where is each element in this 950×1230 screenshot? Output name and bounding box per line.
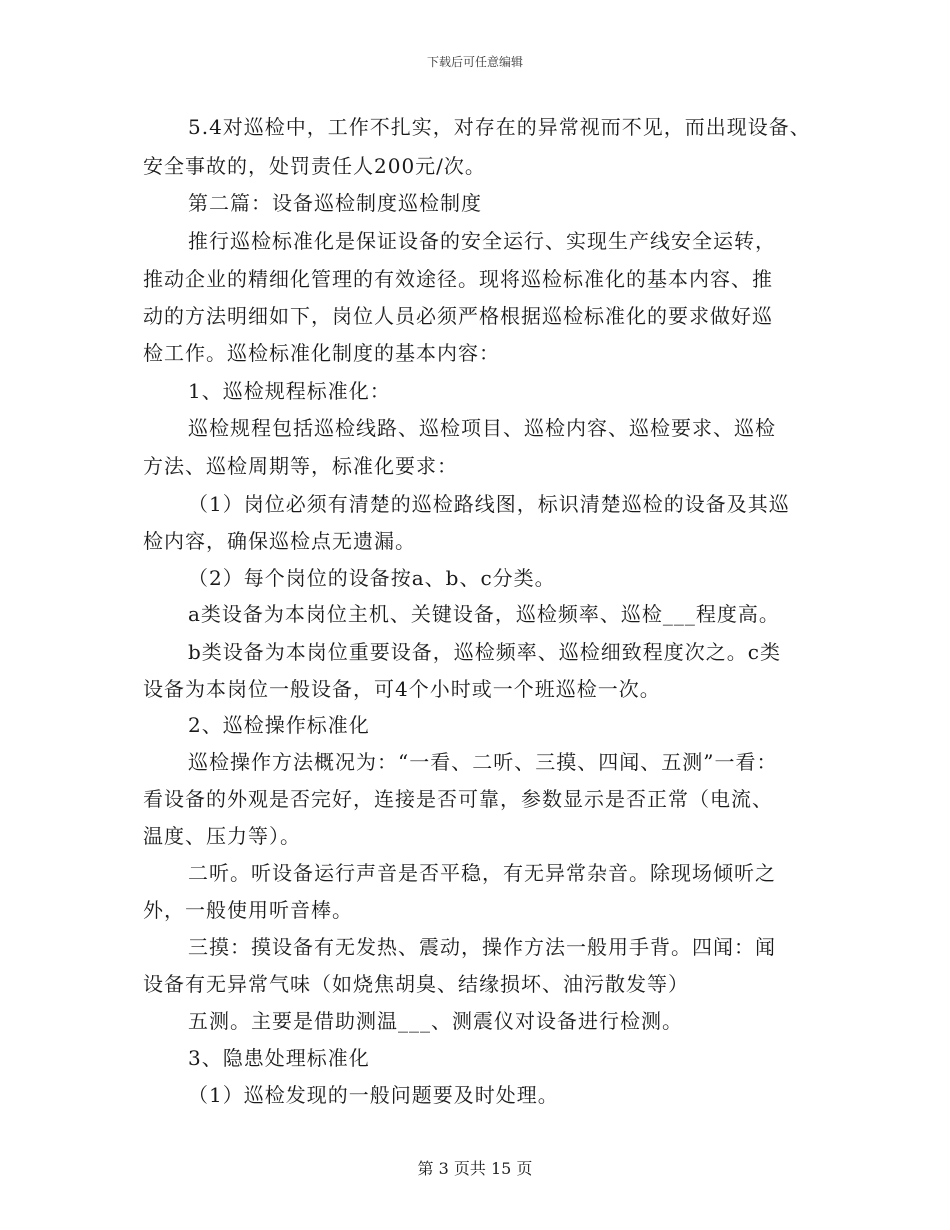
text-line: 五测。主要是借助测温___、测震仪对设备进行检测。: [188, 1009, 683, 1033]
text-line: 安全事故的，处罚责任人200元/次。: [143, 154, 486, 178]
text-line: （1）岗位必须有清楚的巡检路线图，标识清楚巡检的设备及其巡: [188, 492, 790, 516]
text-line: 方法、巡检周期等，标准化要求：: [143, 454, 458, 478]
text-line: a类设备为本岗位主机、关键设备，巡检频率、巡检___程度高。: [188, 602, 780, 626]
text-line: 巡检操作方法概况为：“一看、二听、三摸、四闻、五测”一看：: [188, 750, 778, 774]
page-header: 下载后可任意编辑: [426, 55, 523, 69]
text-line: （1）巡检发现的一般问题要及时处理。: [188, 1083, 559, 1107]
text-line: （2）每个岗位的设备按a、b、c分类。: [188, 566, 556, 590]
text-line: 巡检规程包括巡检线路、巡检项目、巡检内容、巡检要求、巡检: [188, 416, 776, 440]
text-line: b类设备为本岗位重要设备，巡检频率、巡检细致程度次之。c类: [188, 640, 782, 664]
section-heading: 3、隐患处理标准化: [188, 1046, 370, 1070]
text-line: 设备为本岗位一般设备，可4个小时或一个班巡检一次。: [143, 677, 661, 701]
text-line: 温度、压力等）。: [143, 824, 301, 848]
text-line: 检内容，确保巡检点无遗漏。: [143, 529, 416, 553]
section-heading: 2、巡检操作标准化: [188, 713, 370, 737]
text-line: 三摸：摸设备有无发热、震动，操作方法一般用手背。四闻：闻: [188, 935, 776, 959]
text-line: 动的方法明细如下，岗位人员必须严格根据巡检标准化的要求做好巡: [143, 304, 773, 328]
text-line: 推动企业的精细化管理的有效途径。现将巡检标准化的基本内容、推: [143, 267, 773, 291]
text-line: 外，一般使用听音棒。: [143, 898, 353, 922]
text-line: 推行巡检标准化是保证设备的安全运行、实现生产线安全运转，: [188, 229, 776, 253]
text-line: 设备有无异常气味（如烧焦胡臭、结缘损坏、油污散发等）: [143, 972, 689, 996]
text-line: 5.4对巡检中，工作不扎实，对存在的异常视而不见，而出现设备、: [188, 115, 811, 139]
text-line: 看设备的外观是否完好，连接是否可靠，参数显示是否正常（电流、: [143, 787, 773, 811]
text-line: 二听。听设备运行声音是否平稳，有无异常杂音。除现场倾听之: [188, 861, 776, 885]
text-line: 检工作。巡检标准化制度的基本内容：: [143, 341, 500, 365]
section-title: 第二篇：设备巡检制度巡检制度: [188, 191, 482, 215]
section-heading: 1、巡检规程标准化：: [188, 379, 391, 403]
page-footer: 第 3 页共 15 页: [417, 1159, 533, 1178]
